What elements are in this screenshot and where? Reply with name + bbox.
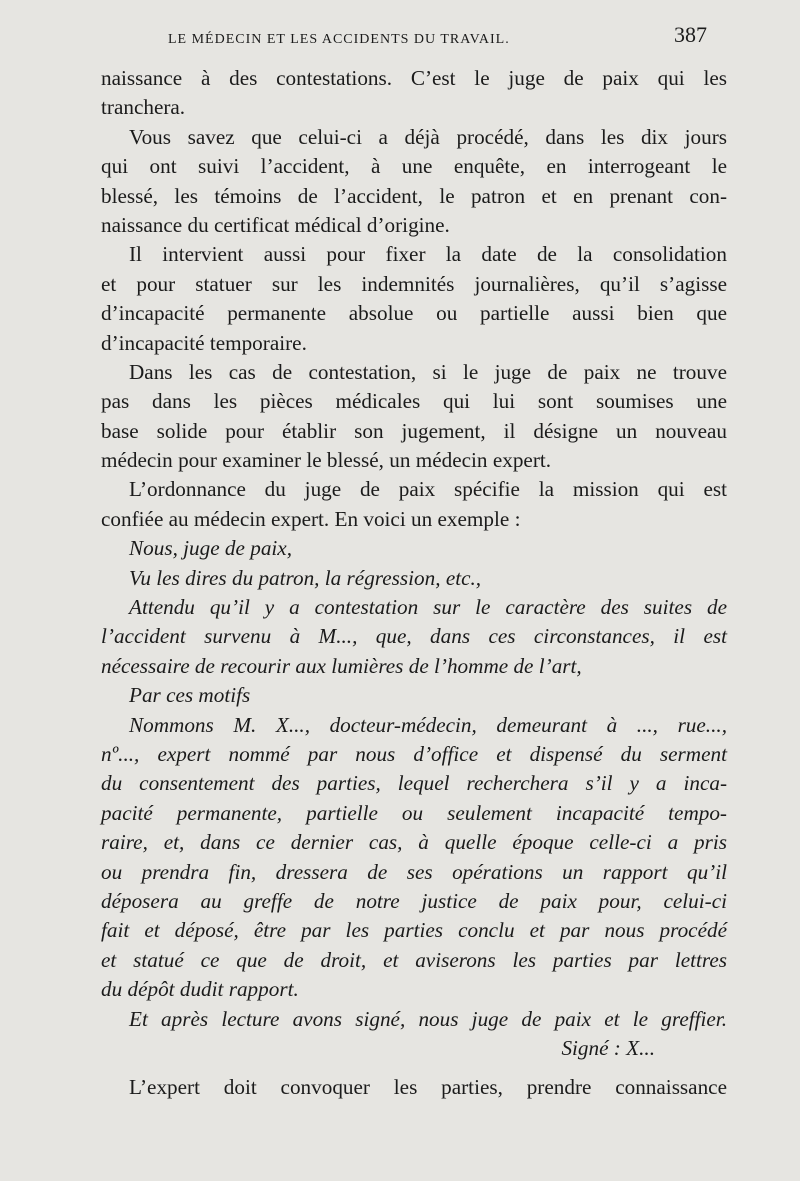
text-line: Dans les cas de contestation, si le juge de paix ne trouve [129,359,727,384]
decree-line: nº..., expert nommé par nous d’office et dispensé du serment [101,741,727,766]
text-line: et pour statuer sur les indemnités journalières, qu’il s’agisse [101,271,727,296]
decree-line: Et après lecture avons signé, nous juge de paix et le greffier. [129,1006,727,1031]
decree-line: nécessaire de recourir aux lumières de l’homme de l’art, [101,653,582,678]
decree-line: raire, et, dans ce dernier cas, à quelle époque celle-ci a pris [101,830,727,855]
text-line: tranchera. [101,95,186,120]
decree-line: et statué ce que de droit, et aviserons les parties par lettres [101,947,727,972]
text-line: L’expert doit convoquer les parties, prendre connaissance [129,1075,727,1100]
text-line: qui ont suivi l’accident, à une enquête, en interrogeant le [101,154,727,179]
text-line: L’ordonnance du juge de paix spécifie la mission qui est [129,477,727,502]
decree-line: du consentement des parties, lequel recherchera s’il y a inca- [101,771,727,796]
decree-line: Par ces motifs [129,683,251,708]
text-line: confiée au médecin expert. En voici un exemple : [101,506,521,531]
text-line: d’incapacité permanente absolue ou partielle aussi bien que [101,301,727,326]
decree-line: pacité permanente, partielle ou seulement incapacité tempo- [101,800,727,825]
decree-line: du dépôt dudit rapport. [101,977,299,1002]
text-line: Vous savez que celui-ci a déjà procédé, dans les dix jours [129,124,727,149]
decree-line: Vu les dires du patron, la régression, etc., [129,565,482,590]
text-line: base solide pour établir son jugement, il désigne un nouveau [101,418,727,443]
decree-line: Nous, juge de paix, [129,536,293,561]
text-line: médecin pour examiner le blessé, un médecin expert. [101,448,552,473]
decree-line: l’accident survenu à M..., que, dans ces circonstances, il est [101,624,727,649]
body-text [101,64,727,1103]
decree-line: déposera au greffe de notre justice de paix pour, celui-ci [101,888,727,913]
text-line: naissance à des contestations. C’est le juge de paix qui les [101,66,727,90]
text-line: Il intervient aussi pour fixer la date de la consolidation [129,242,727,267]
text-line: naissance du certificat médical d’origine. [101,212,450,237]
page-header [0,22,800,52]
paragraph-gap [101,1063,727,1073]
decree-line: ou prendra fin, dressera de ses opérations un rapport qu’il [101,859,727,884]
decree-line: fait et déposé, être par les parties conclu et par nous procédé [101,918,727,943]
signature-line: Signé : X... [561,1035,655,1060]
decree-line: Nommons M. X..., docteur-médecin, demeurant à ..., rue..., [129,712,727,737]
text-line: blessé, les témoins de l’accident, le patron et en prenant con- [101,183,727,208]
text-line: d’incapacité temporaire. [101,330,307,355]
page-number: 387 [674,22,707,47]
text-line: pas dans les pièces médicales qui lui sont soumises une [101,389,727,414]
decree-line: Attendu qu’il y a contestation sur le caractère des suites de [129,595,727,620]
running-title: LE MÉDECIN ET LES ACCIDENTS DU TRAVAIL. [168,32,510,47]
